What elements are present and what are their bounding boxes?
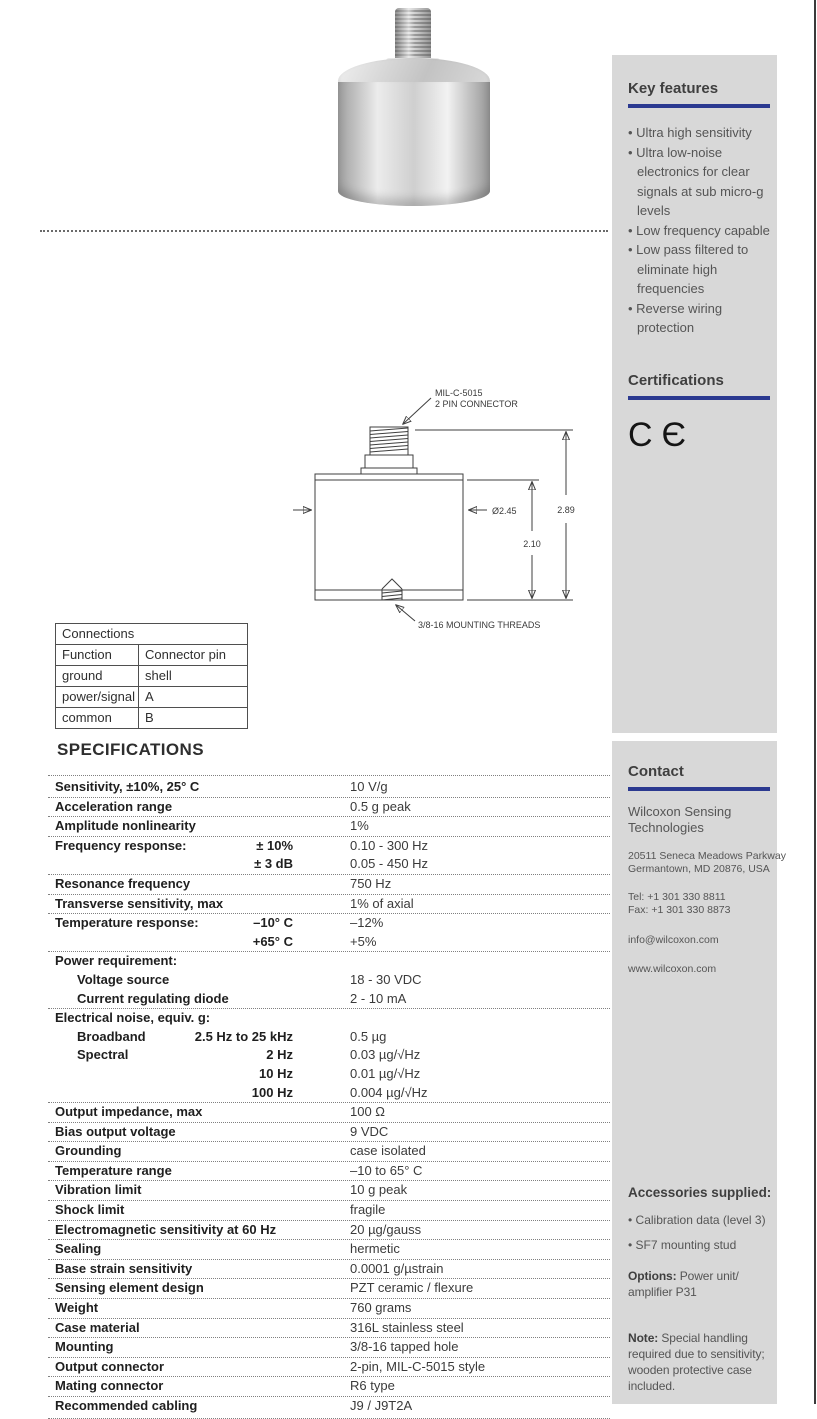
spec-row — [48, 874, 610, 894]
company-name: Wilcoxon Sensing Technologies — [628, 804, 732, 835]
dim-total-height-label: 2.89 — [557, 505, 575, 515]
table-cell: Connections — [62, 626, 135, 641]
spec-value: 2-pin, MIL-C-5015 style — [350, 1358, 486, 1374]
spec-label: Electrical noise, equiv. g: — [55, 1010, 211, 1026]
spec-line — [48, 1221, 610, 1240]
product-photo — [338, 6, 490, 212]
spec-row — [48, 836, 610, 874]
spec-value: 10 g peak — [350, 1182, 408, 1198]
spec-value: hermetic — [350, 1241, 400, 1257]
spec-condition: 2.5 Hz to 25 kHz — [194, 1028, 293, 1044]
table-row — [56, 624, 247, 644]
spec-value: 0.004 µg/√Hz — [350, 1084, 428, 1100]
spec-row — [48, 1337, 610, 1357]
spec-value: 750 Hz — [350, 875, 392, 891]
spec-row — [48, 1318, 610, 1338]
spec-line — [48, 1181, 610, 1200]
spec-label: Weight — [55, 1300, 99, 1316]
spec-line — [48, 1299, 610, 1318]
spec-line — [48, 1358, 610, 1377]
spec-value: fragile — [350, 1202, 386, 1218]
spec-value: 0.5 g peak — [350, 798, 411, 814]
sensor-body — [338, 82, 490, 206]
table-cell: ground — [62, 668, 103, 683]
spec-value: 316L stainless steel — [350, 1319, 464, 1335]
spec-label: Base strain sensitivity — [55, 1260, 193, 1276]
sidebar-features — [612, 55, 777, 733]
key-feature-item: • Ultra high sensitivity — [628, 125, 752, 140]
spec-value: 0.01 µg/√Hz — [350, 1065, 421, 1081]
spec-line — [48, 1084, 610, 1103]
phone-numbers — [628, 891, 773, 917]
spec-value: 20 µg/gauss — [350, 1221, 422, 1237]
table-cell: shell — [138, 666, 247, 686]
spec-label: Electromagnetic sensitivity at 60 Hz — [55, 1221, 277, 1237]
spec-value: 0.10 - 300 Hz — [350, 837, 429, 853]
spec-condition: 10 Hz — [259, 1065, 293, 1081]
technical-drawing — [285, 383, 597, 635]
contact-title: Contact — [628, 763, 684, 780]
spec-label: Amplitude nonlinearity — [55, 818, 196, 834]
spec-row — [48, 816, 610, 836]
accessories-title: Accessories supplied: — [628, 1185, 772, 1200]
spec-line — [48, 1046, 610, 1065]
accent-bar — [628, 396, 770, 400]
table-cell: power/signal — [62, 689, 135, 704]
spec-value: –12% — [350, 915, 384, 931]
spec-line — [48, 971, 610, 990]
spec-line — [48, 875, 610, 894]
spec-value: 0.03 µg/√Hz — [350, 1047, 421, 1063]
spec-row — [48, 1220, 610, 1240]
table-row — [56, 665, 247, 686]
spec-line — [48, 990, 610, 1009]
spec-row — [48, 1278, 610, 1298]
spec-label: Output connector — [55, 1358, 165, 1374]
spec-line — [48, 895, 610, 914]
accessory-item: • Calibration data (level 3) — [628, 1213, 766, 1227]
spec-value: 760 grams — [350, 1300, 412, 1316]
spec-row — [48, 894, 610, 914]
table-row — [56, 644, 247, 665]
table-row — [56, 686, 247, 707]
spec-label: Frequency response: — [55, 837, 187, 853]
spec-value: 10 V/g — [350, 779, 388, 794]
sensor-body-outline — [315, 474, 463, 600]
spec-label: Case material — [55, 1319, 140, 1335]
accent-bar — [628, 104, 770, 108]
key-feature-item: • Low frequency capable — [628, 222, 770, 238]
fax-number: Fax: +1 301 330 8873 — [628, 904, 731, 916]
key-features-list — [628, 123, 773, 338]
spec-condition: 100 Hz — [251, 1084, 293, 1100]
certifications-title: Certifications — [628, 371, 724, 389]
spec-condition: ± 10% — [256, 837, 293, 853]
spec-line — [48, 1397, 610, 1416]
dim-diameter-label: Ø2.45 — [492, 506, 517, 516]
spec-row — [48, 1376, 610, 1396]
spec-value: 3/8-16 tapped hole — [350, 1339, 459, 1355]
spec-row — [48, 1357, 610, 1377]
spec-label: Transverse sensitivity, max — [55, 895, 224, 911]
svg-text:2 PIN CONNECTOR: 2 PIN CONNECTOR — [435, 399, 518, 409]
spec-value: R6 type — [350, 1378, 395, 1394]
spec-label: Temperature range — [55, 1162, 172, 1178]
spec-value: 100 Ω — [350, 1104, 386, 1120]
spec-row — [48, 797, 610, 817]
page-edge-line — [814, 0, 816, 1404]
address-line: 20511 Seneca Meadows Parkway — [628, 850, 786, 862]
spec-line — [48, 1240, 610, 1259]
spec-label: Mating connector — [55, 1378, 164, 1394]
spec-line — [48, 1260, 610, 1279]
key-feature-item: • Low pass filtered to eliminate high frequencies — [628, 242, 749, 296]
spec-value: case isolated — [350, 1143, 426, 1159]
spec-label: Vibration limit — [55, 1182, 142, 1198]
spec-sublabel: Voltage source — [77, 971, 170, 987]
key-features-title: Key features — [628, 80, 719, 97]
spec-value: J9 / J9T2A — [350, 1398, 413, 1413]
spec-label: Bias output voltage — [55, 1123, 176, 1139]
spec-line — [48, 1201, 610, 1220]
accessories-list — [628, 1212, 773, 1253]
sidebar-contact — [612, 741, 786, 1404]
spec-line — [48, 798, 610, 817]
spec-value: –10 to 65° C — [350, 1162, 423, 1178]
spec-line — [48, 1028, 610, 1047]
specifications-title: SPECIFICATIONS — [57, 740, 204, 759]
spec-label: Shock limit — [55, 1202, 125, 1218]
spec-line — [48, 1279, 610, 1298]
dotted-separator — [40, 230, 608, 232]
spec-row — [48, 1122, 610, 1142]
spec-line — [48, 914, 610, 933]
spec-value: PZT ceramic / flexure — [350, 1280, 474, 1296]
spec-condition: –10° C — [253, 915, 293, 931]
address — [628, 850, 786, 876]
table-cell: Function — [62, 647, 112, 662]
spec-line — [48, 1009, 610, 1028]
spec-condition: 2 Hz — [266, 1047, 293, 1063]
ce-mark: CЄ — [628, 415, 695, 454]
accent-bar — [628, 787, 770, 791]
spec-line — [48, 952, 610, 971]
spec-value: 9 VDC — [350, 1123, 389, 1139]
table-cell: common — [62, 710, 112, 725]
connector-stub — [395, 8, 431, 62]
spec-line — [48, 1142, 610, 1161]
note-text: Note: Special handling required due to sensitivity; wooden protective case included. — [628, 1331, 765, 1393]
connector-neck — [365, 455, 413, 468]
options-text: Options: Power unit/ amplifier P31 — [628, 1269, 739, 1299]
key-feature-item: • Ultra low-noise electronics for clear signals at sub micro-g levels — [628, 144, 764, 218]
spec-value: +5% — [350, 933, 377, 949]
spec-line — [48, 1338, 610, 1357]
spec-row — [48, 1396, 610, 1416]
spec-row — [48, 1259, 610, 1279]
spec-row — [48, 1298, 610, 1318]
accessory-item: • SF7 mounting stud — [628, 1238, 737, 1252]
spec-row — [48, 1141, 610, 1161]
website-url: www.wilcoxon.com — [628, 963, 717, 975]
spec-line — [48, 1319, 610, 1338]
spec-line — [48, 1103, 610, 1122]
spec-sublabel: Current regulating diode — [77, 990, 229, 1006]
spec-label: Mounting — [55, 1339, 114, 1355]
table-row — [56, 707, 247, 728]
spec-line — [48, 933, 610, 952]
spec-row — [48, 1239, 610, 1259]
spec-label: Sensitivity, ±10%, 25° C — [55, 779, 200, 794]
spec-line — [48, 778, 610, 797]
spec-row — [48, 778, 610, 797]
spec-value: 0.05 - 450 Hz — [350, 856, 429, 872]
spec-row — [48, 1008, 610, 1102]
spec-label: Grounding — [55, 1143, 122, 1159]
spec-row — [48, 1102, 610, 1122]
spec-line — [48, 1065, 610, 1084]
spec-line — [48, 1123, 610, 1142]
spec-line — [48, 855, 610, 874]
spec-line — [48, 1377, 610, 1396]
spec-value: 0.5 µg — [350, 1028, 387, 1044]
table-cell: A — [138, 687, 247, 707]
spec-value: 2 - 10 mA — [350, 990, 407, 1006]
spec-label: Power requirement: — [55, 953, 178, 969]
connector-label: MIL-C-5015 — [435, 388, 483, 398]
spec-condition: ± 3 dB — [254, 856, 293, 872]
specifications-table — [48, 775, 610, 1419]
tel-number: Tel: +1 301 330 8811 — [628, 891, 726, 903]
mounting-threads-label: 3/8-16 MOUNTING THREADS — [418, 620, 541, 630]
spec-value: 1% of axial — [350, 895, 414, 911]
dim-body-height-label: 2.10 — [523, 539, 541, 549]
spec-line — [48, 837, 610, 856]
connections-table — [55, 623, 248, 729]
spec-label: Acceleration range — [55, 798, 173, 814]
address-line: Germantown, MD 20876, USA — [628, 863, 770, 875]
spec-line — [48, 817, 610, 836]
spec-label: Recommended cabling — [55, 1398, 198, 1413]
spec-condition: +65° C — [252, 933, 293, 949]
spec-row — [48, 913, 610, 951]
spec-sublabel: Broadband — [77, 1028, 146, 1044]
key-feature-item: • Reverse wiring protection — [628, 300, 723, 335]
spec-label: Temperature response: — [55, 915, 199, 931]
spec-line — [48, 1162, 610, 1181]
spec-row — [48, 1180, 610, 1200]
spec-value: 1% — [350, 818, 369, 834]
connector-flange — [361, 468, 417, 474]
spec-row — [48, 1200, 610, 1220]
spec-label: Resonance frequency — [55, 875, 191, 891]
spec-label: Output impedance, max — [55, 1104, 203, 1120]
table-cell: B — [138, 708, 247, 728]
spec-value: 18 - 30 VDC — [350, 971, 422, 987]
spec-label: Sensing element design — [55, 1280, 204, 1296]
spec-row — [48, 1161, 610, 1181]
mounting-stud — [382, 579, 402, 589]
spec-label: Sealing — [55, 1241, 102, 1257]
table-cell: Connector pin — [138, 645, 247, 665]
email-address: info@wilcoxon.com — [628, 934, 719, 946]
spec-row — [48, 951, 610, 1008]
spec-sublabel: Spectral — [77, 1047, 129, 1063]
spec-value: 0.0001 g/µstrain — [350, 1260, 444, 1276]
